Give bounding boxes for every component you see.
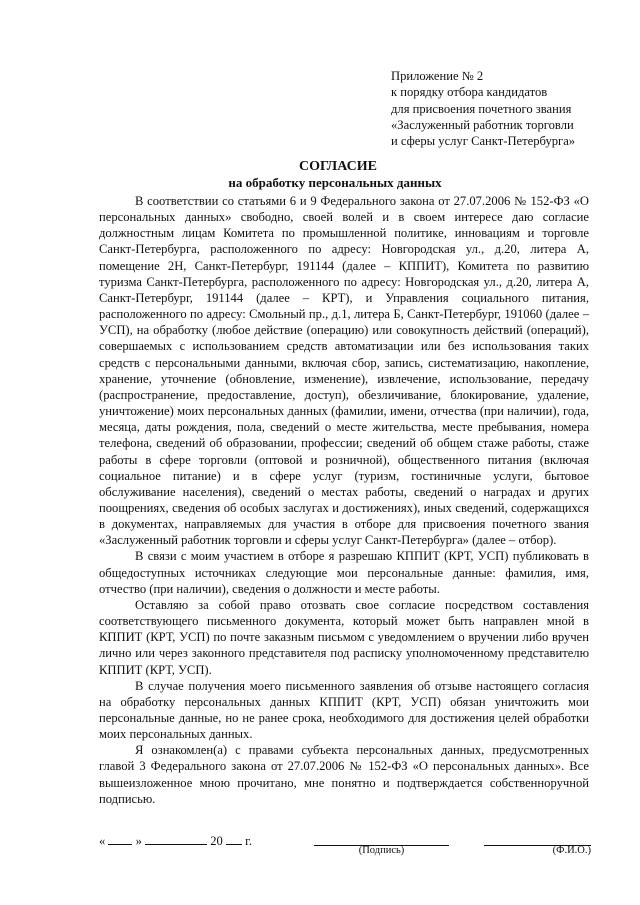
paragraph-publication: В связи с моим участием в отборе я разрешаю КППИТ (КРТ, УСП) публиковать в общедоступных источниках следующие мои персональные данные: фамилия, имя, отчество (при наличии), сведения о должности и месте работы.: [99, 549, 589, 596]
document-subtitle: на обработку персональных данных: [228, 175, 442, 190]
date-open-quote: «: [99, 834, 106, 848]
appendix-line: к порядку отбора кандидатов: [391, 85, 548, 100]
appendix-header: [391, 68, 621, 149]
date-close-quote: »: [135, 834, 142, 848]
document-body: [99, 193, 589, 807]
signature-block: [99, 832, 591, 872]
signature-label: (Подпись): [358, 845, 405, 856]
month-blank[interactable]: [145, 832, 207, 845]
day-blank[interactable]: [108, 832, 132, 845]
document-title: СОГЛАСИЕ: [299, 159, 377, 174]
date-field: [99, 832, 252, 849]
year-blank[interactable]: [226, 832, 242, 845]
paragraph-consent: В соответствии со статьями 6 и 9 Федерального закона от 27.07.2006 № 152-ФЗ «О персональных данных» свободно, своей волей и в своем интересе даю согласие должностным лицам Комитета по промышленной политике, инновациям и торговле Санкт-Петербурга, расположенного по адресу: Новгородская ул., д.20, литера А, помещение 2Н, Санкт-Петербург, 191144 (далее – КППИТ), Комитета по развитию туризма Санкт-Петербурга, расположенного по адресу: Новгородская ул., д.20, литера А, Санкт-Петербург, 191144 (далее – КРТ), и Управления социального питания, расположенного по адресу: Смольный пр., д.1, литера Б, Санкт-Петербург, 191060 (далее – УСП), на обработку (любое действие (операцию) или совокупность действий (операций), совершаемых с использованием средств автоматизации или без использования таких средств с персональными данными, включая сбор, запись, систематизацию, накопление, хранение, уточнение (обновление, изменение), извлечение, использование, передачу (распространение, предоставление, доступ), обезличивание, блокирование, удаление, уничтожение) моих персональных данных (фамилии, имени, отчества (при наличии), года, месяца, даты рождения, пола, сведений о месте жительства, месте пребывания, номера телефона, сведений об образовании, профессии; сведений об общем стаже работы, стаже работы в сфере торговли (оптовой и розничной), общественного питания (включая социальное питание) и в сфере услуг (туризм, гостиничные услуги, бытовое обслуживание населения), сведений о местах работы, сведений о наградах и других поощрениях, сведения об особых заслугах и достижениях), иных сведений, содержащихся в документах, направляемых для участия в отборе для присвоения почетного звания «Заслуженный работник торговли и сферы услуг Санкт-Петербурга» (далее – отбор).: [99, 194, 589, 548]
appendix-line: «Заслуженный работник торговли: [391, 117, 574, 132]
paragraph-withdrawal: Оставляю за собой право отозвать свое согласие посредством составления соответствующего письменного документа, который может быть направлен мной в КППИТ (КРТ, УСП) по почте заказным письмом с уведомлением о вручении либо вручен лично или через законного представителя под расписку уполномоченному представителю КППИТ (КРТ, УСП).: [99, 597, 589, 677]
name-label: (Ф.И.О.): [552, 845, 591, 856]
year-suffix: г.: [245, 834, 253, 848]
year-prefix: 20: [210, 834, 223, 848]
appendix-line: для присвоения почетного звания: [391, 101, 572, 116]
paragraph-destruction: В случае получения моего письменного заявления об отзыве настоящего согласия на обработку персональных данных КППИТ (КРТ, УСП) обязан уничтожить мои персональные данные, но не ранее срока, необходимого для достижения целей обработки моих персональных данных.: [99, 678, 589, 742]
appendix-line: Приложение № 2: [391, 69, 484, 83]
title-block: [0, 158, 640, 191]
paragraph-acknowledgement: Я ознакомлен(а) с правами субъекта персональных данных, предусмотренных главой 3 Федерального закона от 27.07.2006 № 152-ФЗ «О персональных данных». Все вышеизложенное мною прочитано, мне понятно и подтверждается собственноручной подписью.: [99, 743, 589, 806]
appendix-line: и сферы услуг Санкт-Петербурга»: [391, 134, 576, 149]
